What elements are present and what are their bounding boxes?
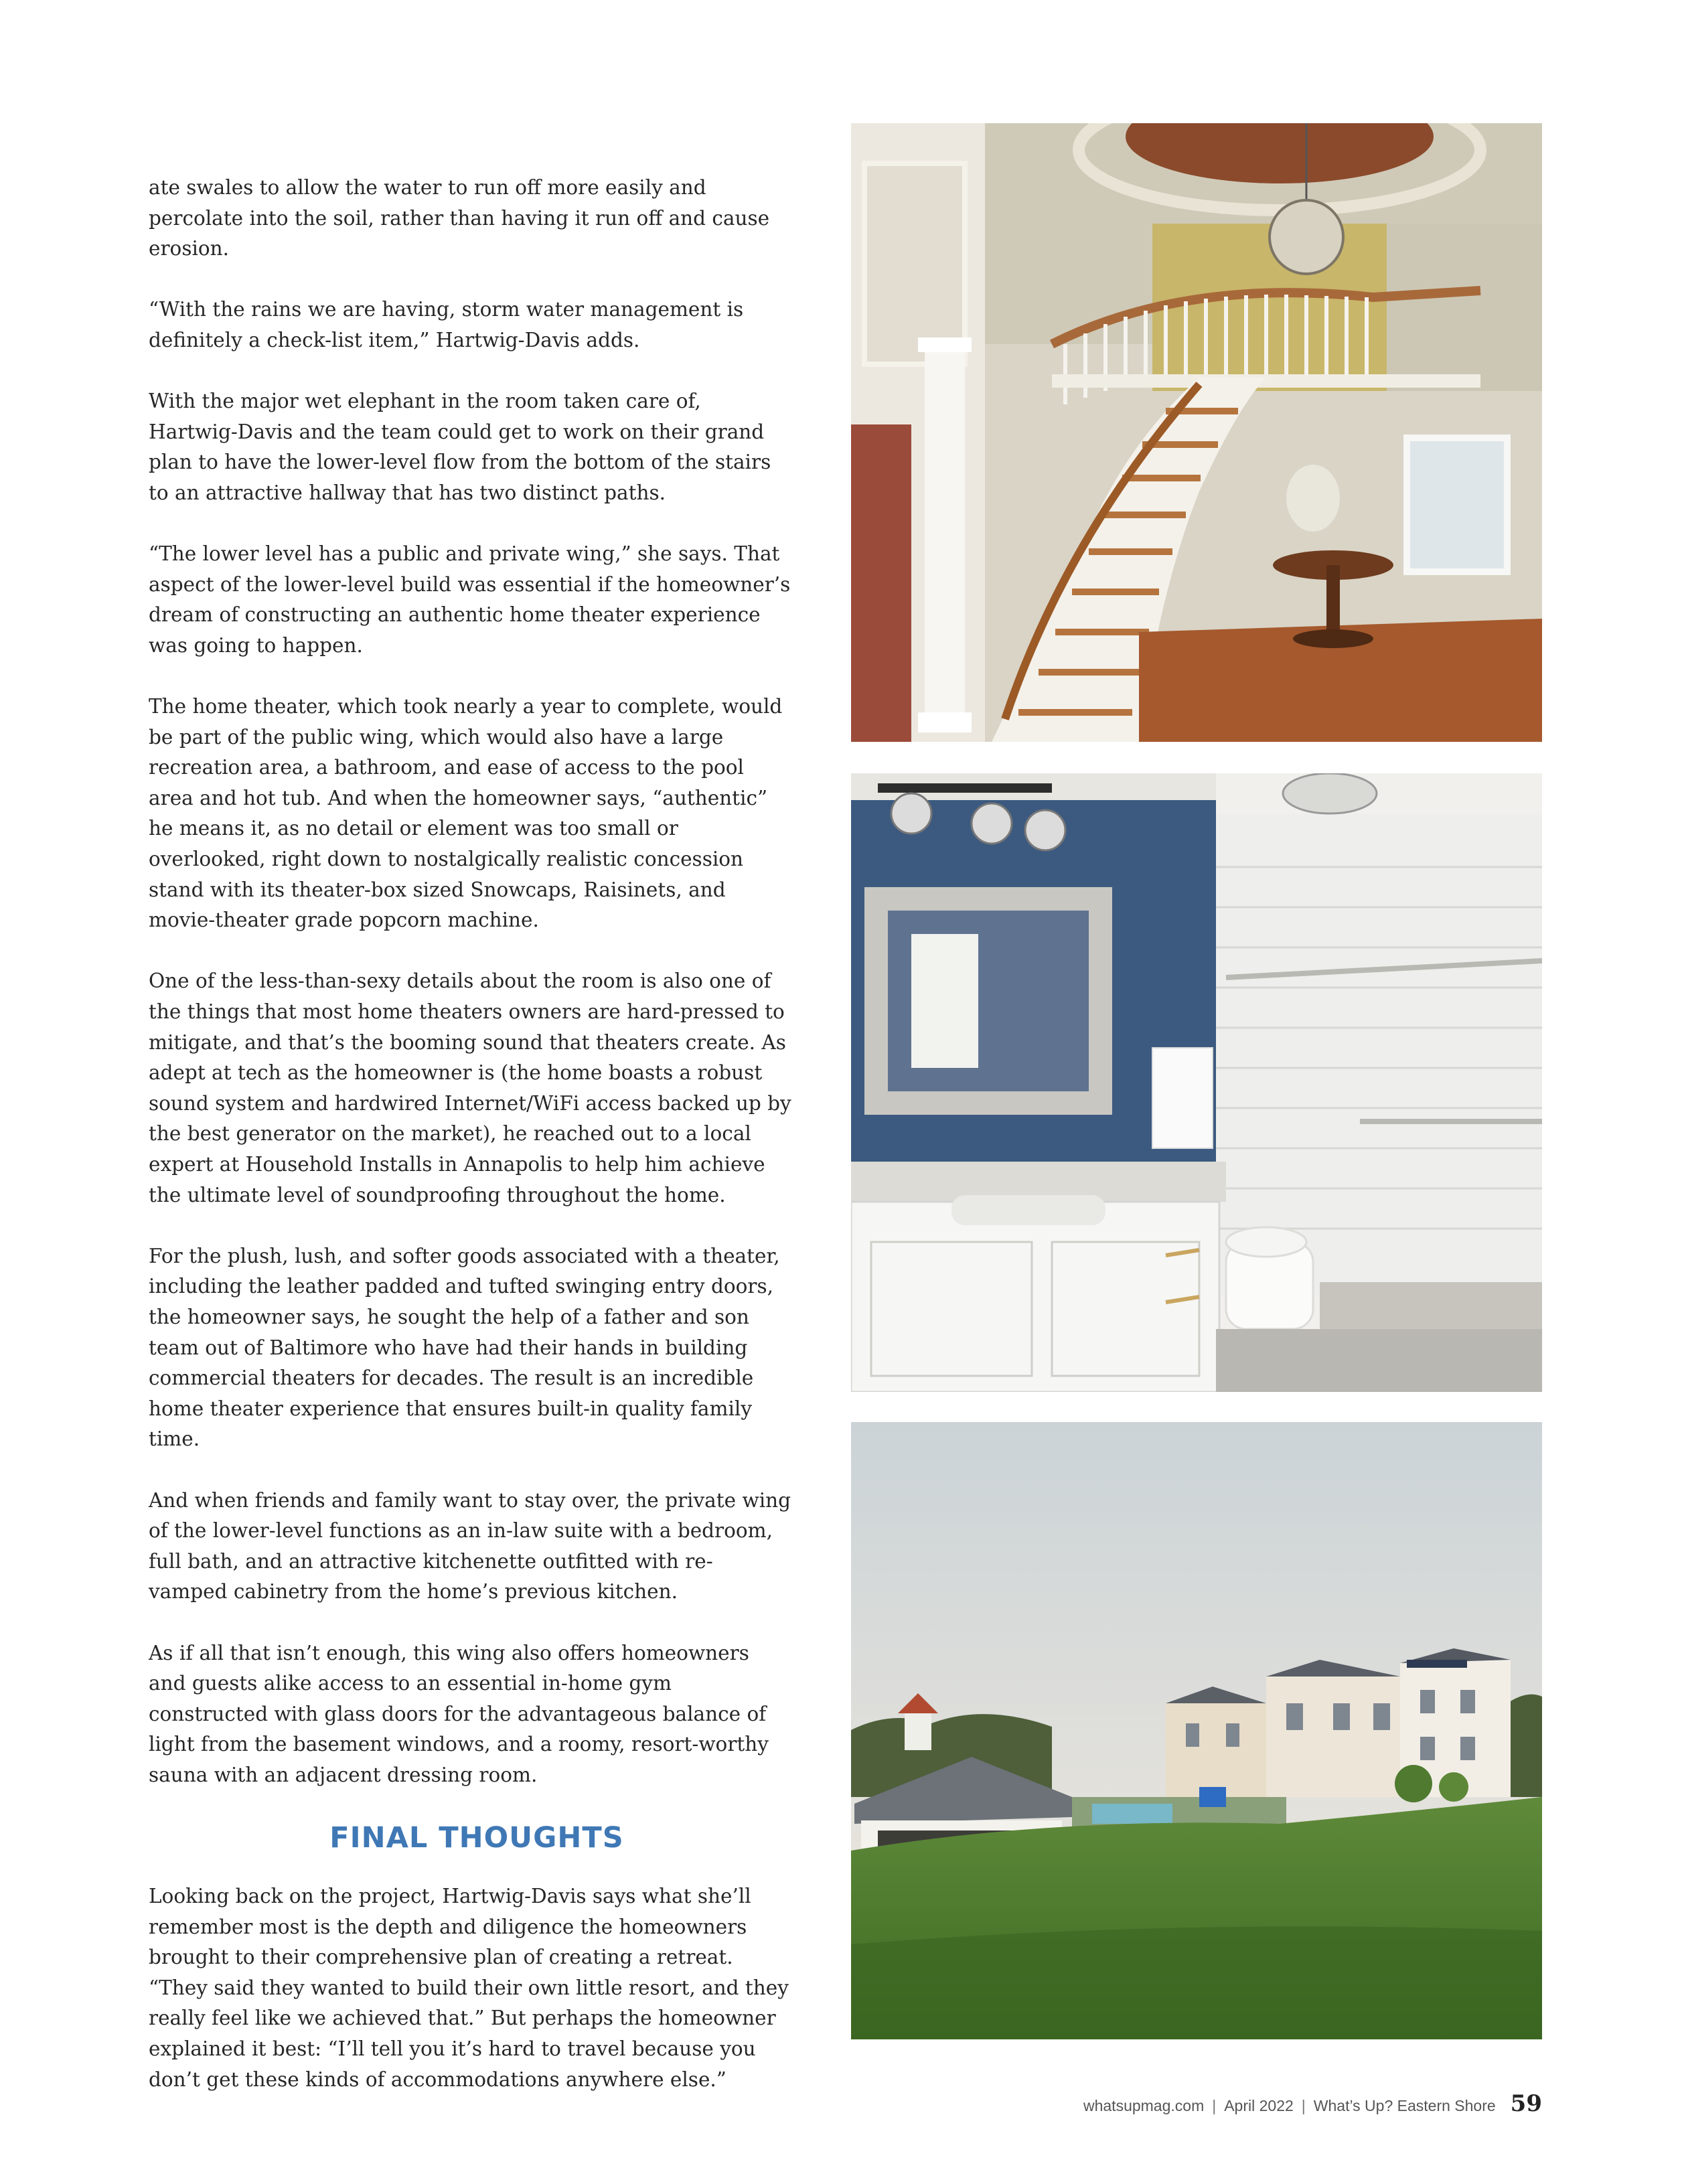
article-paragraph: As if all that isn’t enough, this wing also offers homeowners and guests alike access to an essential in-home gym constructed with glass doors for the advantageous balance of light from the basement windows, and a roomy, resort-worthy sauna with an adjacent dressing room. xyxy=(149,1641,769,1786)
closing-paragraph: Looking back on the project, Hartwig-Davis says what she’ll remember most is the depth and diligence the homeowners brought to their comprehensive plan of creating a retreat. “They said they wanted to build their own little resort, and they really feel like we achieved that.” But perhaps the homeowner explained it best: “I’ll tell you it’s hard to travel because you don’t get these kinds of accommodations anywhere else.” xyxy=(149,1885,789,2091)
section-heading: FINAL THOUGHTS xyxy=(329,1821,624,1855)
footer-issue: April 2022 xyxy=(1224,2097,1294,2114)
footer-publication: What’s Up? Eastern Shore xyxy=(1313,2097,1496,2114)
article-paragraph: The home theater, which took nearly a year to complete, would be part of the public wing, which would also have a large recreation area, a bathroom, and ease of access to the pool area and hot tub. And when the homeowner says, “authentic” he means it, as no detail or element was too small or overlooked, right down to nostalgically realistic concession stand with its theater-box sized Snowcaps, Raisinets, and movie-theater grade popcorn machine. xyxy=(149,695,783,932)
photo-house-exterior xyxy=(851,1422,1542,2039)
article-paragraph: ate swales to allow the water to run off more easily and percolate into the soil, rather than having it run off and cause erosion. xyxy=(149,176,770,260)
footer-website: whatsupmag.com xyxy=(1083,2097,1205,2114)
photo-staircase-foyer xyxy=(851,123,1542,742)
article-paragraph: With the major wet elephant in the room taken care of, Hartwig-Davis and the team could get to work on their grand plan to have the lower-level flow from the bottom of the stairs to an attractive hallway that has two distinct paths. xyxy=(149,390,771,504)
page-footer xyxy=(1083,2090,1542,2117)
article-paragraph: For the plush, lush, and softer goods associated with a theater, including the leather padded and tufted swinging entry doors, the homeowner says, he sought the help of a father and son team out of Baltimore who have had their hands in building commercial theaters for decades. The result is an incredible home theater experience that ensures built-in quality family time. xyxy=(149,1244,780,1451)
footer-separator: | xyxy=(1301,2097,1306,2114)
page-number: 59 xyxy=(1510,2090,1542,2117)
article-paragraph: And when friends and family want to stay over, the private wing of the lower-level functions as an in-law suite with a bedroom, full bath, and an attractive kitchenette outfitted with re-vamped cabinetry from the home’s previous kitchen. xyxy=(149,1488,791,1604)
article-paragraph: One of the less-than-sexy details about the room is also one of the things that most home theaters owners are hard-pressed to mitigate, and that’s the booming sound that theaters create. As adept at tech as the homeowner is (the home boasts a robust sound system and hardwired Internet/WiFi access backed up by the best generator on the market), he reached out to a local expert at Household Installs in Annapolis to help him achieve the ultimate level of soundproofing throughout the home. xyxy=(149,969,791,1206)
article-paragraph: “With the rains we are having, storm water management is definitely a check-list item,” Hartwig-Davis adds. xyxy=(149,298,744,352)
article-body xyxy=(149,173,791,2126)
footer-separator: | xyxy=(1212,2097,1217,2114)
article-paragraph: “The lower level has a public and private wing,” she says. That aspect of the lower-level build was essential if the homeowner’s dream of constructing an authentic home theater experience was going to happen. xyxy=(149,542,791,657)
photo-bathroom xyxy=(851,773,1542,1392)
